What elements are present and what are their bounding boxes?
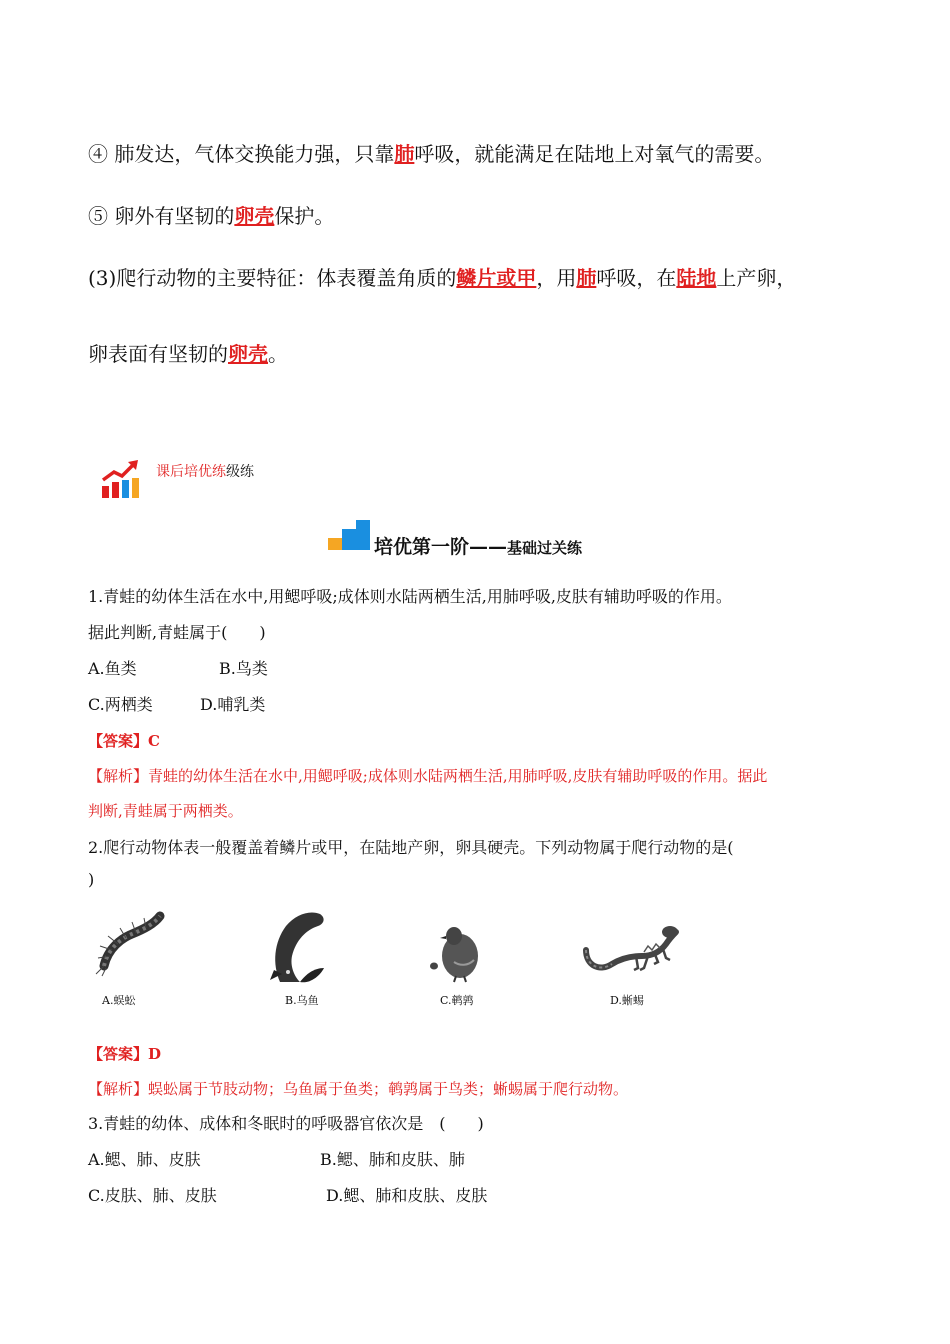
lizard-icon (582, 916, 680, 984)
question-1-answer: 【答案】C (88, 732, 160, 750)
fill-answer: 陆地 (676, 266, 717, 290)
question-3-option-a: A.鳃、肺、皮肤 (88, 1150, 201, 1169)
subsection-title: 培优第一阶——基础过关练 (374, 536, 583, 558)
stairs-icon (328, 520, 370, 552)
note-text: ⑤ 卵外有坚韧的 (88, 204, 235, 228)
fill-answer: 肺 (394, 142, 415, 166)
question-3-option-c: C.皮肤、肺、皮肤 (88, 1186, 217, 1205)
note-text: ，用 (536, 266, 577, 290)
image-caption-b: B.乌鱼 (285, 994, 319, 1007)
question-2-answer: 【答案】D (88, 1045, 162, 1063)
section-label: 课后培优练级练 (156, 464, 254, 480)
note-item-3-line2 (88, 338, 288, 367)
quail-icon (424, 922, 484, 988)
question-3-stem: 3.青蛙的幼体、成体和冬眠时的呼吸器官依次是 ( ) (88, 1114, 484, 1133)
note-text: 。 (268, 342, 288, 366)
question-1-option-d: D.哺乳类 (200, 695, 266, 714)
question-1-analysis: 【解析】青蛙的幼体生活在水中,用鳃呼吸;成体则水陆两栖生活,用肺呼吸,皮肤有辅助呼吸的作用。据此 (88, 767, 768, 785)
note-text: (3)爬行动物的主要特征：体表覆盖角质的 (88, 266, 457, 290)
fill-answer: 卵壳 (228, 342, 268, 366)
note-text: 呼吸，在 (596, 266, 677, 290)
fish-icon (262, 904, 342, 990)
note-text: ④ 肺发达，气体交换能力强，只靠 (88, 142, 395, 166)
fill-answer: 鳞片或甲 (456, 266, 537, 290)
note-text: 上产卵， (716, 266, 797, 290)
question-3-option-b: B.鳃、肺和皮肤、肺 (320, 1150, 465, 1169)
fill-answer: 卵壳 (234, 204, 275, 228)
image-caption-a: A.蜈蚣 (102, 994, 136, 1007)
fill-answer: 肺 (576, 266, 597, 290)
question-1-stem: 1.青蛙的幼体生活在水中,用鳃呼吸;成体则水陆两栖生活,用肺呼吸,皮肤有辅助呼吸的作用。 (88, 587, 732, 606)
question-2-stem-cont: ) (88, 870, 95, 889)
question-1-option-a: A.鱼类 (88, 659, 137, 678)
question-2-stem: 2.爬行动物体表一般覆盖着鳞片或甲，在陆地产卵，卵具硬壳。下列动物属于爬行动物的是( (88, 838, 734, 857)
image-caption-c: C.鹌鹑 (440, 994, 474, 1007)
question-1-option-c: C.两栖类 (88, 695, 153, 714)
question-1-analysis-cont: 判断,青蛙属于两栖类。 (88, 802, 243, 820)
growth-chart-icon (100, 458, 142, 500)
note-item-4 (88, 138, 774, 167)
centipede-icon (92, 908, 172, 982)
question-1-stem-cont: 据此判断,青蛙属于( ) (88, 623, 266, 642)
question-2-analysis: 【解析】蜈蚣属于节肢动物；乌鱼属于鱼类；鹌鹑属于鸟类；蜥蜴属于爬行动物。 (88, 1080, 629, 1098)
note-text: 卵表面有坚韧的 (88, 342, 228, 366)
note-text: 呼吸，就能满足在陆地上对氧气的需要。 (414, 142, 775, 166)
question-1-option-b: B.鸟类 (219, 659, 268, 678)
question-3-option-d: D.鳃、肺和皮肤、皮肤 (326, 1186, 488, 1205)
image-caption-d: D.蜥蜴 (610, 994, 644, 1007)
note-text: 保护。 (274, 204, 335, 228)
note-item-3-line1 (88, 262, 796, 291)
note-item-5 (88, 200, 334, 229)
